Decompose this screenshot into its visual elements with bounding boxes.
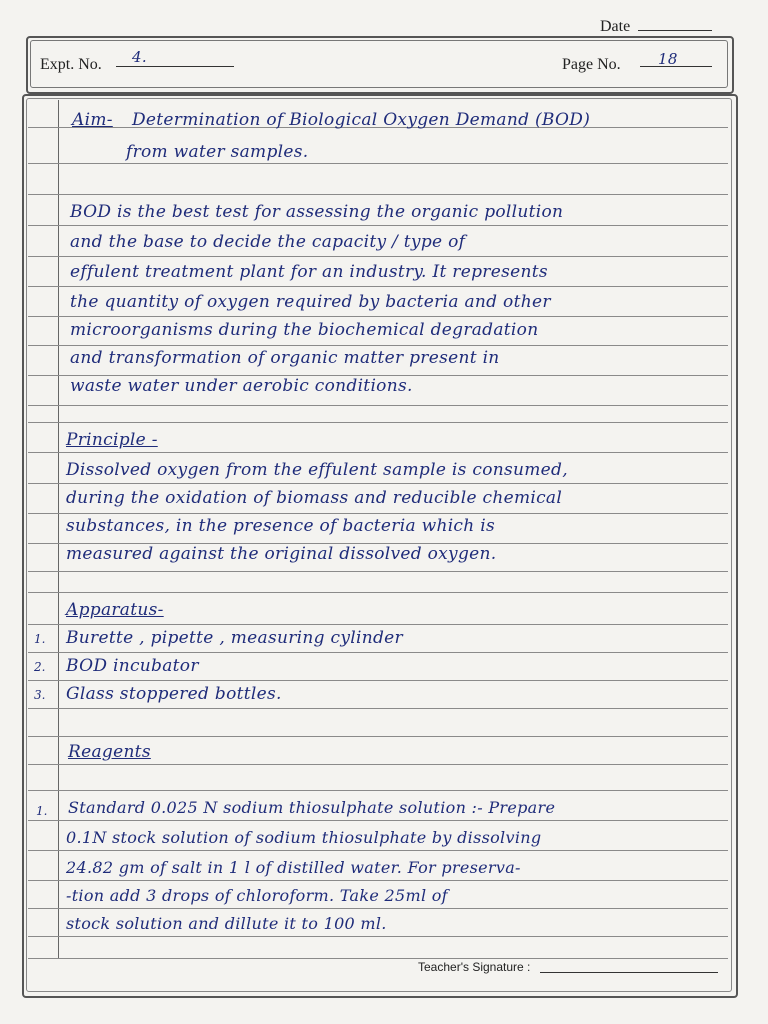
reagents-line-2: 0.1N stock solution of sodium thiosulphate by dissolving	[66, 828, 542, 847]
teacher-signature-label: Teacher's Signature :	[418, 960, 531, 974]
principle-heading: Principle -	[66, 430, 158, 450]
reagents-line-1: Standard 0.025 N sodium thiosulphate solution :- Prepare	[68, 798, 556, 817]
date-label: Date	[600, 18, 631, 35]
apparatus-item-3: Glass stoppered bottles.	[66, 684, 282, 704]
principle-line-2: during the oxidation of biomass and reducible chemical	[66, 488, 563, 508]
apparatus-heading: Apparatus-	[66, 600, 164, 620]
date-blank-line	[638, 22, 712, 31]
reagents-line-5: stock solution and dillute it to 100 ml.	[66, 914, 387, 933]
expt-no-value: 4.	[132, 48, 147, 66]
intro-line-2: and the base to decide the capacity / type of	[70, 232, 466, 252]
expt-no-label: Expt. No.	[40, 56, 102, 73]
aim-line-1: Determination of Biological Oxygen Demand (BOD)	[132, 110, 591, 130]
intro-line-4: the quantity of oxygen required by bacteria and other	[70, 292, 551, 312]
aim-heading: Aim-	[72, 110, 113, 130]
intro-line-1: BOD is the best test for assessing the organic pollution	[70, 202, 564, 222]
principle-line-3: substances, in the presence of bacteria which is	[66, 516, 495, 536]
intro-line-3: effulent treatment plant for an industry. It represents	[70, 262, 548, 282]
apparatus-num-1: 1.	[34, 632, 46, 646]
apparatus-item-2: BOD incubator	[66, 656, 199, 676]
apparatus-num-2: 2.	[34, 660, 46, 674]
page-no-value: 18	[658, 50, 678, 68]
signature-blank-line	[540, 962, 718, 973]
reagents-line-3: 24.82 gm of salt in 1 l of distilled water. For preserva-	[66, 858, 521, 877]
intro-line-5: microorganisms during the biochemical degradation	[70, 320, 539, 340]
apparatus-item-1: Burette , pipette , measuring cylinder	[66, 628, 403, 648]
reagents-num-1: 1.	[36, 804, 48, 818]
principle-line-1: Dissolved oxygen from the effulent sample is consumed,	[66, 460, 568, 480]
aim-line-2: from water samples.	[126, 142, 309, 162]
principle-line-4: measured against the original dissolved oxygen.	[66, 544, 497, 564]
page-no-label: Page No.	[562, 56, 621, 73]
intro-line-7: waste water under aerobic conditions.	[70, 376, 413, 396]
apparatus-num-3: 3.	[34, 688, 46, 702]
reagents-heading: Reagents	[68, 742, 151, 762]
intro-line-6: and transformation of organic matter present in	[70, 348, 500, 368]
reagents-line-4: -tion add 3 drops of chloroform. Take 25ml of	[66, 886, 448, 905]
margin-line	[58, 100, 59, 958]
